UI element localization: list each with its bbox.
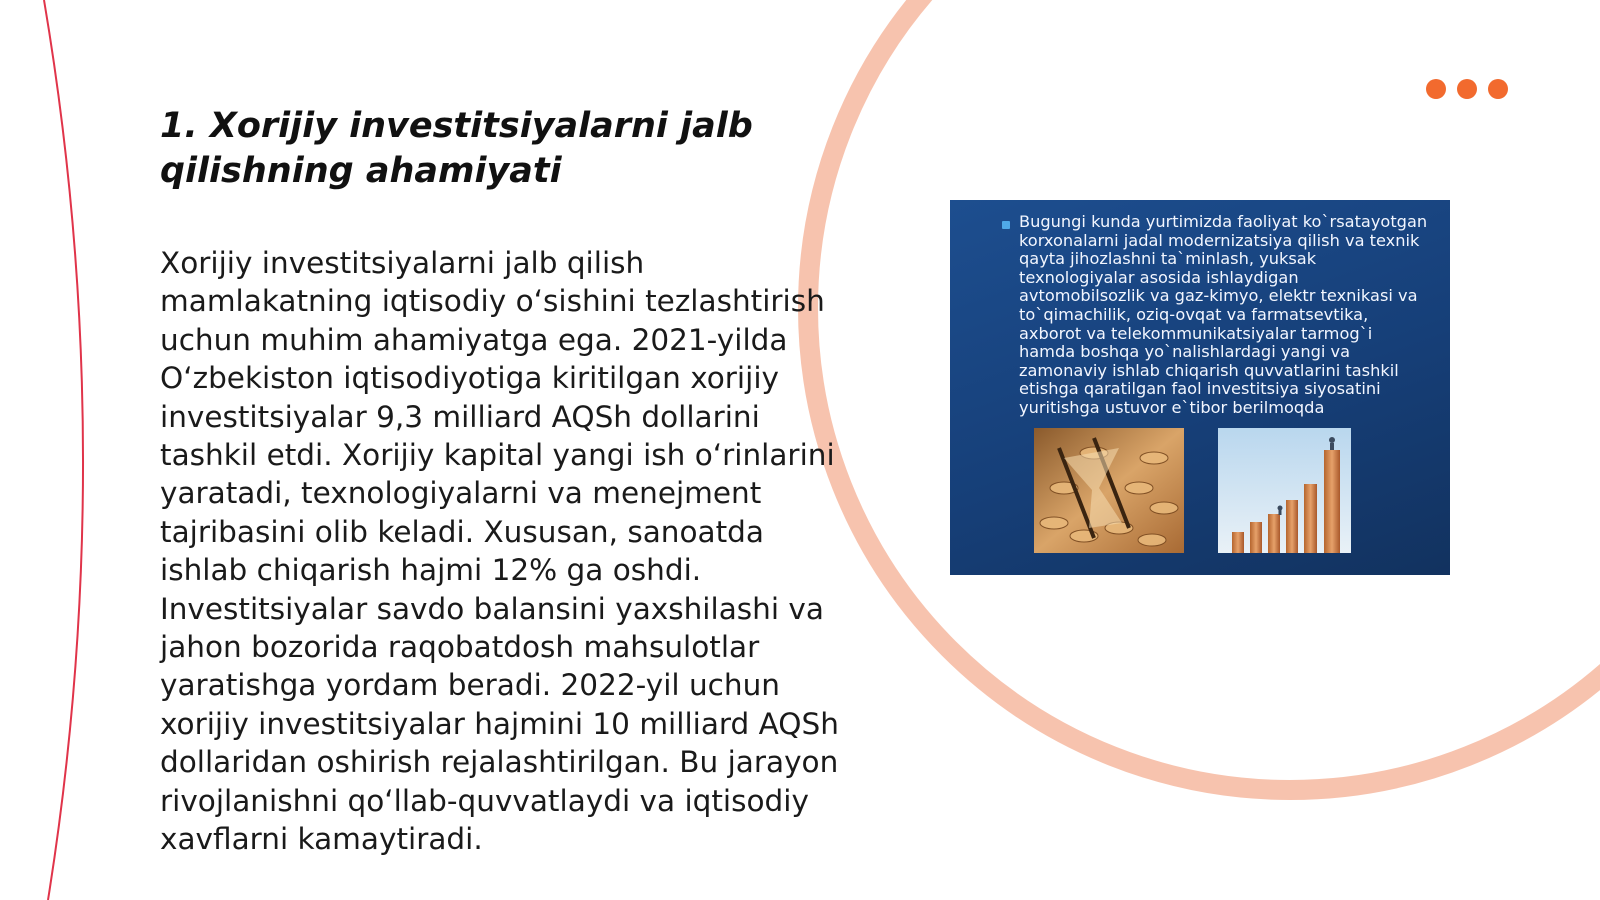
embedded-slide-image (950, 200, 1450, 575)
slide-title: 1. Xorijiy investitsiyalarni jalb qilishning ahamiyati (160, 106, 753, 191)
growth-coins-photo (1218, 428, 1351, 553)
dot-1 (1426, 79, 1446, 99)
hourglass-coins-photo (1034, 428, 1184, 553)
dot-2 (1457, 79, 1477, 99)
more-dots-icon (1426, 79, 1508, 99)
dot-3 (1488, 79, 1508, 99)
bullet-icon (1002, 221, 1010, 229)
left-curve-line (44, 0, 83, 900)
slide-body-text: Xorijiy investitsiyalarni jalb qilish mamlakatning iqtisodiy oʻsishini tezlashtirish uchun muhim ahamiyatga ega. 2021-yilda Oʻzbekiston iqtisodiyotiga kiritilgan xorijiy investitsiyalar 9,3 milliard AQSh dollarini tashkil etdi. Xorijiy kapital yangi ish oʻrinlarini yaratadi, texnologiyalarni va menejment tajribasini olib keladi. Xususan, sanoatda ishlab chiqarish hajmi 12% ga oshdi. Investitsiyalar savdo balansini yaxshilashi va jahon bozorida raqobatdosh mahsulotlar yaratishga yordam beradi. 2022-yil uchun xorijiy investitsiyalar hajmini 10 milliard AQSh dollaridan oshirish rejalashtirilgan. Bu jarayon rivojlanishni qoʻllab-quvvatlaydi va iqtisodiy xavflarni kamaytiradi. (160, 246, 839, 857)
image-caption-text: Bugungi kunda yurtimizda faoliyat ko`rsatayotgan korxonalarni jadal modernizatsiya qilish va texnik qayta jihozlashni ta`minlash, yuksak texnologiyalar asosida ishlaydigan avtomobilsozlik va gaz-kimyo, elektr texnikasi va to`qimachilik, oziq-ovqat va farmatsevtika, axborot va telekommunikatsiyalar tarmog`i hamda boshqa yo`nalishlardagi yangi va zamonaviy ishlab chiqarish quvvatlarini tashkil etishga qaratilgan faol investitsiya siyosatini yuritishga ustuvor e`tibor berilmoqda (1019, 213, 1428, 417)
